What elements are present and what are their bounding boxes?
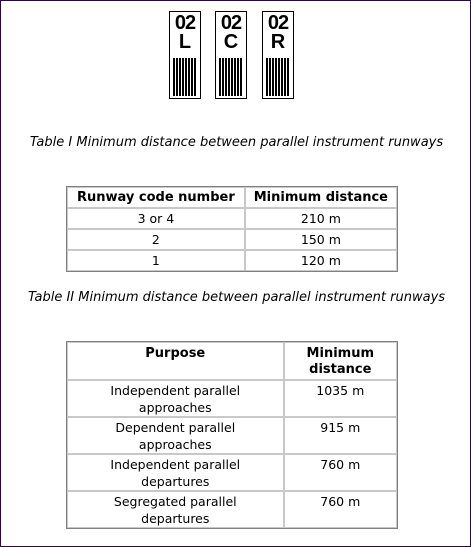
table-cell: 1035 m: [284, 380, 397, 417]
table-row: [67, 229, 397, 250]
table-cell: Independent parallel approaches: [67, 380, 284, 417]
table-cell: Dependent parallel approaches: [67, 417, 284, 454]
runway-sign-right: [262, 11, 294, 99]
table-cell: 2: [67, 229, 245, 250]
column-header: Minimum distance: [245, 187, 397, 208]
runway-sign-letter: L: [178, 31, 192, 53]
table-cell: 915 m: [284, 417, 397, 454]
table-cell: Independent parallel departures: [67, 454, 284, 491]
table-row: [67, 454, 397, 491]
column-header: Runway code number: [67, 187, 245, 208]
table1-caption: Table I Minimum distance between parallel instrument runways: [29, 135, 444, 150]
runway-sign-letter: R: [270, 31, 286, 53]
runway-sign-number: 02: [220, 12, 242, 34]
purpose-distance-table: [66, 341, 398, 529]
table-cell: 760 m: [284, 454, 397, 491]
table-row: [67, 380, 397, 417]
table-header-row: [67, 187, 397, 208]
table-cell: Segregated parallel departures: [67, 491, 284, 528]
runway-sign-letter: C: [223, 31, 239, 53]
threshold-stripes-icon: [219, 58, 243, 96]
runway-designation-signs: [169, 11, 295, 99]
table-cell: 1: [67, 250, 245, 271]
runway-sign-number: 02: [267, 12, 289, 34]
table-header-row: [67, 342, 397, 380]
table-cell: 150 m: [245, 229, 397, 250]
column-header: Minimum distance: [284, 342, 397, 380]
table2-caption: Table II Minimum distance between parallel instrument runways: [27, 290, 446, 305]
column-header: Purpose: [67, 342, 284, 380]
table-cell: 120 m: [245, 250, 397, 271]
runway-code-distance-table: [66, 186, 398, 272]
table-cell: 760 m: [284, 491, 397, 528]
table-row: [67, 250, 397, 271]
runway-sign-left: [169, 11, 201, 99]
threshold-stripes-icon: [173, 58, 197, 96]
runway-sign-number: 02: [174, 12, 196, 34]
runway-sign-center: [215, 11, 247, 99]
table-cell: 3 or 4: [67, 208, 245, 229]
table-row: [67, 491, 397, 528]
table-row: [67, 417, 397, 454]
threshold-stripes-icon: [266, 58, 290, 96]
table-row: [67, 208, 397, 229]
table-cell: 210 m: [245, 208, 397, 229]
